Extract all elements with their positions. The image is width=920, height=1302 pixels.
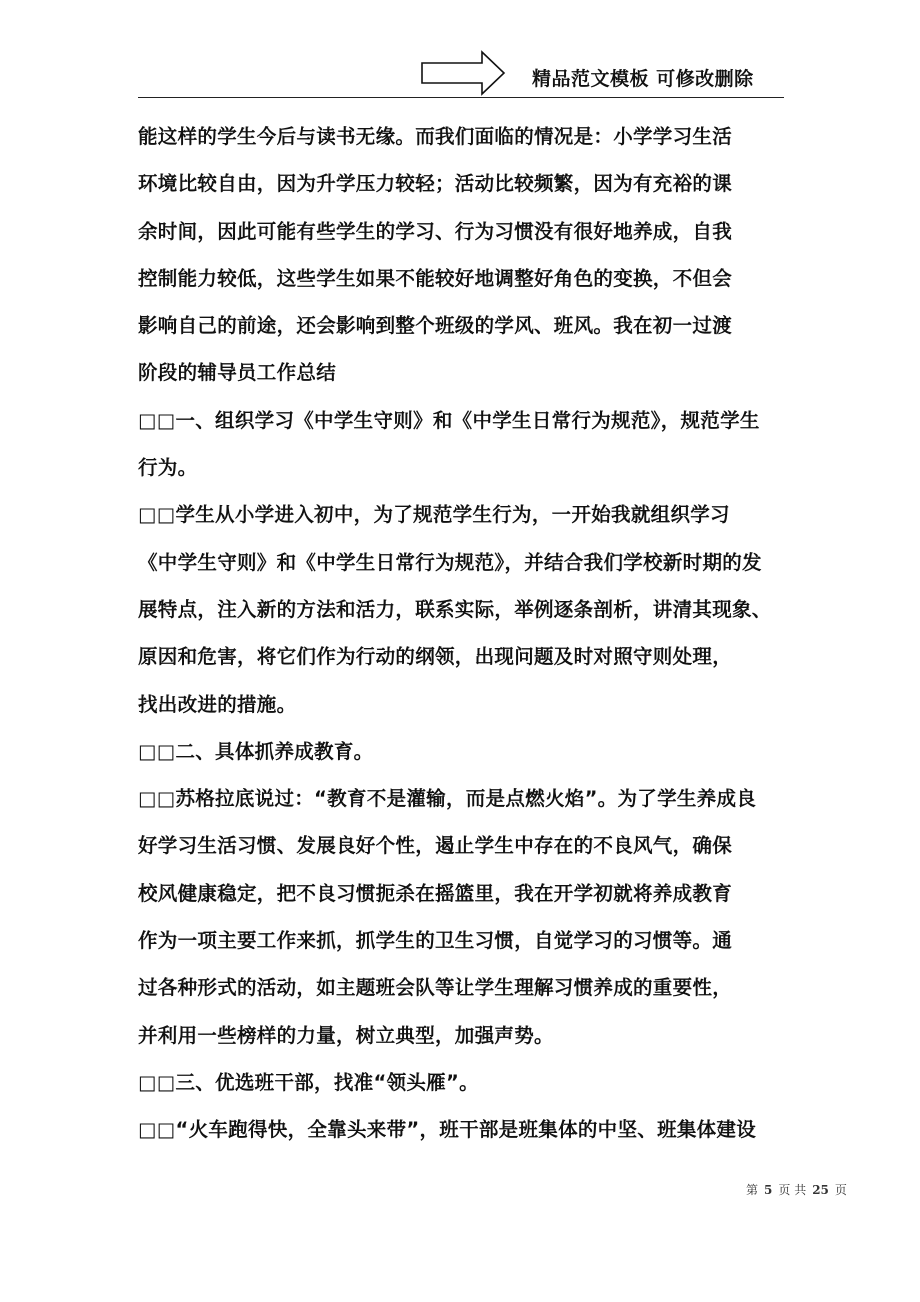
body-line: 校风健康稳定，把不良习惯扼杀在摇篮里，我在开学初就将养成教育 xyxy=(138,881,733,905)
section-heading: 行为。 xyxy=(138,456,198,480)
body-line: 影响自己的前途，还会影响到整个班级的学风、班风。我在初一过渡 xyxy=(138,314,733,338)
body-line: 环境比较自由，因为升学压力较轻；活动比较频繁，因为有充裕的课 xyxy=(138,172,733,196)
total-page-count: 25 xyxy=(812,1183,829,1197)
body-line: □□学生从小学进入初中，为了规范学生行为，一开始我就组织学习 xyxy=(138,503,730,527)
page-footer xyxy=(746,1181,847,1198)
section-heading: □□三、优选班干部，找准“领头雁”。 xyxy=(138,1070,479,1094)
body-line: 能这样的学生今后与读书无缘。而我们面临的情况是：小学学习生活 xyxy=(138,125,733,148)
body-line: □□苏格拉底说过：“教育不是灌输，而是点燃火焰”。为了学生养成良 xyxy=(138,787,757,811)
document-body xyxy=(138,113,798,1154)
page-header xyxy=(0,0,920,100)
section-heading: □□二、具体抓养成教育。 xyxy=(138,739,374,763)
header-title: 精品范文模板 可修改删除 xyxy=(532,68,754,90)
body-line: 原因和危害，将它们作为行动的纲领，出现问题及时对照守则处理， xyxy=(138,645,733,669)
body-line: 作为一项主要工作来抓，抓学生的卫生习惯，自觉学习的习惯等。通 xyxy=(138,929,733,953)
body-line: 找出改进的措施。 xyxy=(138,692,297,716)
body-line: 好学习生活习惯、发展良好个性，遏止学生中存在的不良风气，确保 xyxy=(138,834,733,858)
right-arrow-outline-icon xyxy=(420,50,506,96)
body-line: 余时间，因此可能有些学生的学习、行为习惯没有很好地养成，自我 xyxy=(138,219,733,243)
section-heading: □□一、组织学习《中学生守则》和《中学生日常行为规范》，规范学生 xyxy=(138,408,760,432)
footer-prefix: 第 xyxy=(746,1183,759,1197)
header-divider xyxy=(138,97,784,98)
body-line: 控制能力较低，这些学生如果不能较好地调整好角色的变换，不但会 xyxy=(138,266,733,290)
current-page-number: 5 xyxy=(764,1183,773,1197)
body-line: □□“火车跑得快，全靠头来带”，班干部是班集体的中坚、班集体建设 xyxy=(138,1118,757,1142)
body-line: 过各种形式的活动，如主题班会队等让学生理解习惯养成的重要性， xyxy=(138,976,733,1000)
body-line: 《中学生守则》和《中学生日常行为规范》，并结合我们学校新时期的发 xyxy=(138,550,762,574)
body-line: 阶段的辅导员工作总结 xyxy=(138,361,337,385)
footer-mid: 页 共 xyxy=(778,1183,807,1197)
body-line: 展特点，注入新的方法和活力，联系实际，举例逐条剖析，讲清其现象、 xyxy=(138,597,772,621)
footer-suffix: 页 xyxy=(834,1183,847,1197)
body-line: 并利用一些榜样的力量，树立典型，加强声势。 xyxy=(138,1023,554,1047)
